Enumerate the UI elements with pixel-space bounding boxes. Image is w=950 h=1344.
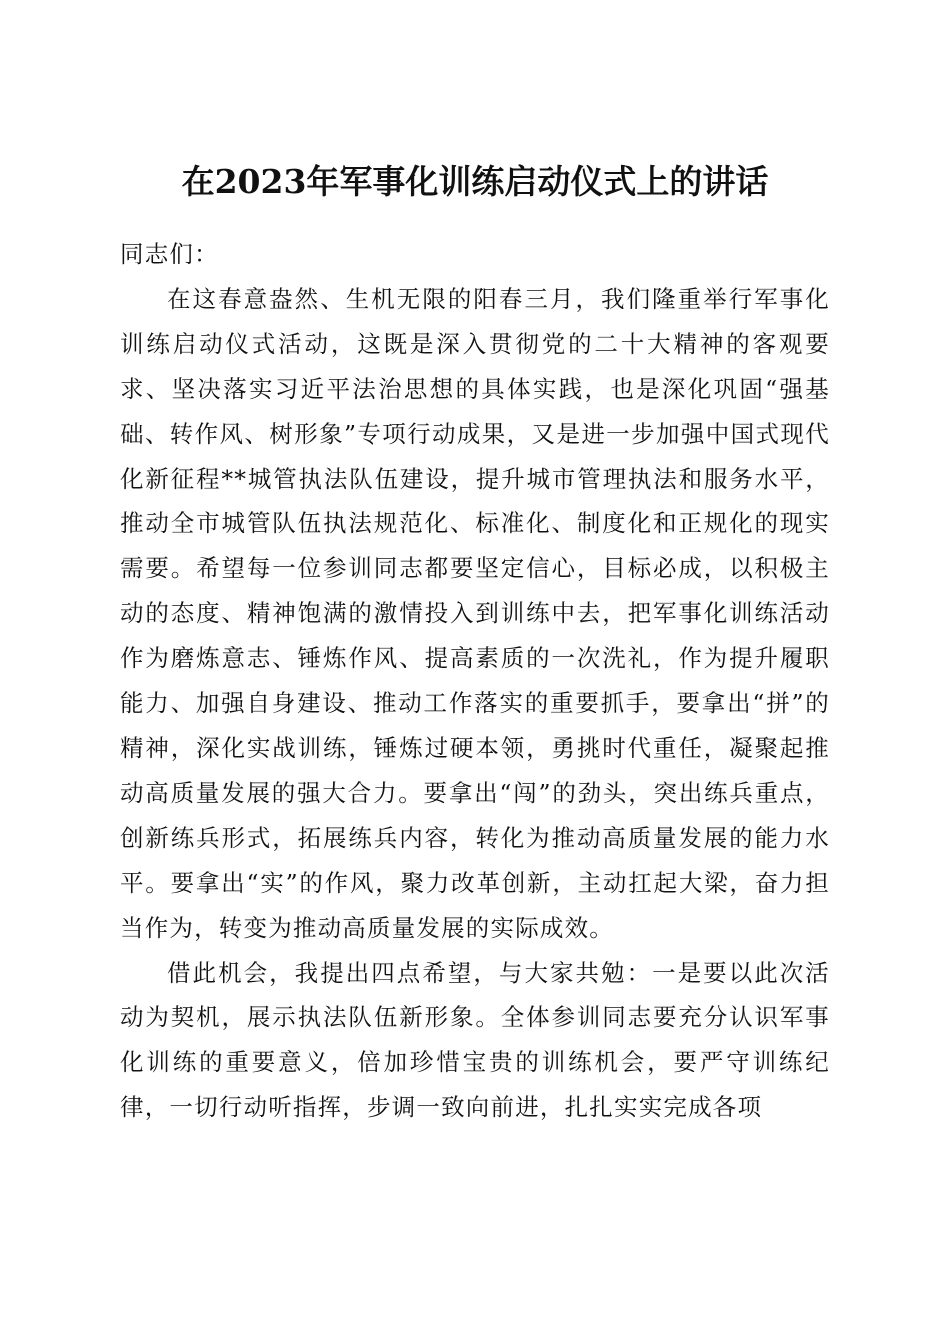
salutation: 同志们： (120, 240, 219, 268)
document-body (120, 232, 830, 1130)
paragraph-1: 在这春意盎然、生机无限的阳春三月，我们隆重举行军事化训练启动仪式活动，这既是深入贯彻党的二十大精神的客观要求、坚决落实习近平法治思想的具体实践，也是深化巩固“强基础、转作风、树形象”专项行动成果，又是进一步加强中国式现代化新征程**城管执法队伍建设，提升城市管理执法和服务水平，推动全市城管队伍执法规范化、标准化、制度化和正规化的现实需要。希望每一位参训同志都要坚定信心，目标必成，以积极主动的态度、精神饱满的激情投入到训练中去，把军事化训练活动作为磨炼意志、锤炼作风、提高素质的一次洗礼，作为提升履职能力、加强自身建设、推动工作落实的重要抓手，要拿出“拼”的精神，深化实战训练，锤炼过硬本领，勇挑时代重任，凝聚起推动高质量发展的强大合力。要拿出“闯”的劲头，突出练兵重点，创新练兵形式，拓展练兵内容，转化为推动高质量发展的能力水平。要拿出“实”的作风，聚力改革创新，主动扛起大梁，奋力担当作为，转变为推动高质量发展的实际成效。 (120, 284, 830, 942)
paragraph-2: 借此机会，我提出四点希望，与大家共勉：一是要以此次活动为契机，展示执法队伍新形象。全体参训同志要充分认识军事化训练的重要意义，倍加珍惜宝贵的训练机会，要严守训练纪律，一切行动听指挥，步调一致向前进，扎扎实实完成各项 (120, 958, 830, 1122)
document-title: 在2023年军事化训练启动仪式上的讲话 (181, 162, 769, 202)
